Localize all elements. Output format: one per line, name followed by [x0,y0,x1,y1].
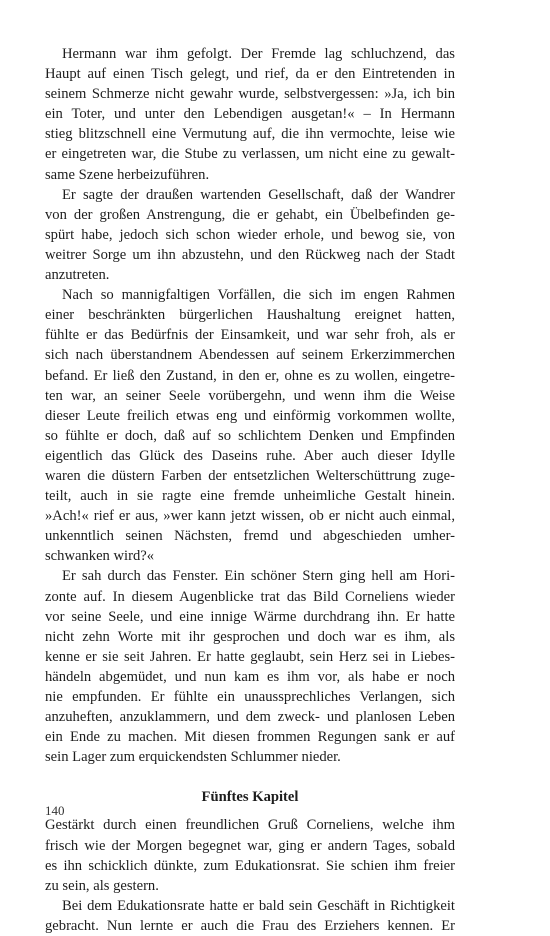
text-line: unkenntlich seinen Nächsten, fremd und abgeschieden umher- [45,528,455,545]
page-number: 140 [45,803,65,818]
text-line: sich nach überstandnem Abendessen auf seinem Erkerzimmerchen [45,347,455,364]
text-line: vor seine Seele, und eine innige Wärme durchdrang ihn. Er hatte [45,608,455,625]
text-line: teilt, auch in sie ragte eine fremde unheimliche Gestalt hinein. [45,488,455,505]
text-line: spürt habe, jedoch sich schon wieder erhole, und bewog sie, von [45,226,455,243]
text-line: stieg blitzschnell eine Vermutung auf, die ihn vermochte, leise wie [45,126,455,143]
text-line: zu sein, als gestern. [45,877,159,894]
text-line: er eingetreten war, die Stube zu verlassen, um nicht eine zu gewalt- [45,146,455,163]
text-line: anzuheften, anzuklammern, und dem zweck- und planlosen Leben [45,709,455,726]
text-line: weitrer Sorge um ihn abzustehn, und den Rückweg nach der Stadt [45,246,455,263]
text-line: frisch wie der Morgen begegnet war, ging er andern Tages, sobald [45,837,455,854]
text-line: schwanken wird?« [45,548,155,565]
body-paragraphs [45,44,455,767]
text-line: Gestärkt durch einen freundlichen Gruß Corneliens, welche ihm [45,817,455,834]
text-line: von der großen Anstrengung, die er gehabt, ein Übelbefinden ge- [45,206,455,223]
text-line: ein Ende zu machen. Mit diesen frommen Regungen sank er auf [45,729,455,746]
text-line: Er sagte der draußen wartenden Gesellschaft, daß der Wandrer [62,186,455,203]
text-line: kenne er sie seit Jahren. Er hatte geglaubt, sein Herz sei in Liebes- [45,648,455,665]
text-line: fühlte er das Bedürfnis der Einsamkeit, und war sehr froh, als er [45,327,455,344]
text-line: »Ach!« rief er aus, »wer kann jetzt wissen, ob er nicht auch einmal, [45,508,455,525]
text-line: nicht zehn Worte mit ihr gesprochen und doch war es ihm, als [45,628,455,645]
text-line: ten war, an seiner Seele vorübergehn, und wenn ihm die Weise [45,387,455,404]
page-text-block [45,44,455,936]
text-line: so fühlte er doch, daß auf so schlichtem Denken und Empfinden [45,427,455,444]
text-line: Nach so mannigfaltigen Vorfällen, die sich im engen Rahmen [62,287,455,304]
chapter-paragraphs [45,815,455,936]
text-line: händeln abgemüdet, und nun kam es ihm vor, als habe er noch [45,668,455,685]
text-line: Er sah durch das Fenster. Ein schöner Stern ging hell am Hori- [62,568,455,585]
text-line: dieser Leute freilich etwas eng und einförmig vorkommen wollte, [45,407,455,424]
text-line: sein Lager zum erquickendsten Schlummer nieder. [45,749,341,766]
text-line: Hermann war ihm gefolgt. Der Fremde lag schluchzend, das [62,46,455,62]
text-line: Bei dem Edukationsrate hatte er bald sein Geschäft in Richtigkeit [62,897,455,914]
text-line: einer beschränkten bürgerlichen Haushaltung ereignet hatten, [45,307,455,324]
text-line: ein Toter, und unter den Lebendigen ausgetan!« – In Hermann [45,106,455,123]
text-line: nie empfunden. Er fühlte ein unaussprechliches Verlangen, sich [45,689,455,705]
text-line: eigentlich das Glück des Daseins ruhe. Aber auch dieser Idylle [45,447,455,464]
text-line: gebracht. Nun lernte er auch die Frau des Erziehers kennen. Er [45,917,455,934]
text-line: Haupt auf einen Tisch gelegt, und rief, da er den Eintretenden in [45,66,455,83]
text-line: befand. Er ließ den Zustand, in den er, ohne es zu wollen, eingetre- [45,367,455,384]
text-line: same Szene herbeizuführen. [45,166,210,183]
text-line: zonte auf. In diesem Augenblicke trat das Bild Corneliens wieder [45,588,455,605]
text-line: anzutreten. [45,267,110,284]
text-line: waren die düstern Farben der entsetzlichen Welterschüttrung zuge- [45,467,455,484]
chapter-heading: Fünftes Kapitel [201,789,299,806]
text-line: seinem Schmerze nicht gewahr wurde, selbstvergessen: »Ja, ich bin [45,86,455,103]
text-line: es ihn schicklich dünkte, zum Edukationsrat. Sie schien ihm freier [45,857,455,874]
